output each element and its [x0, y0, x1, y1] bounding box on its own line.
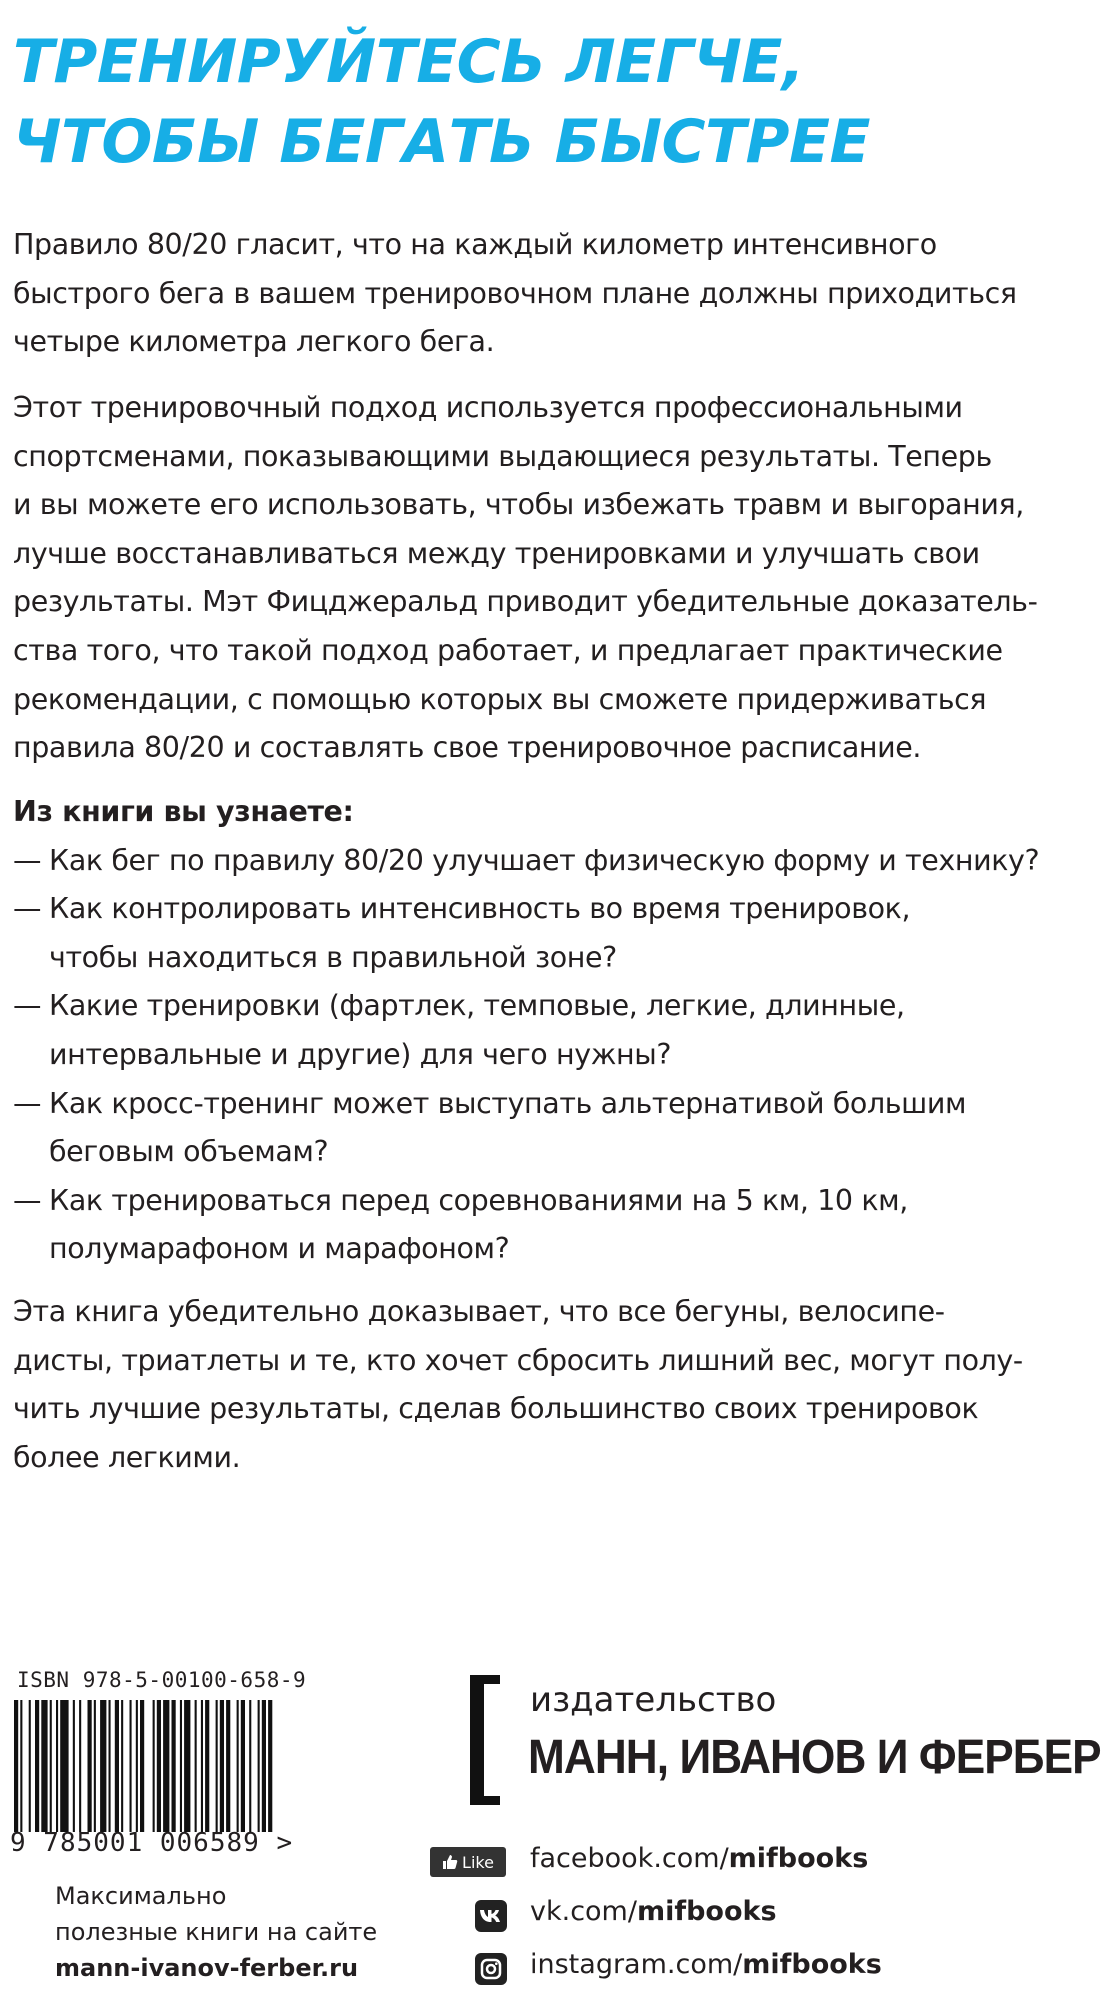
instagram-link[interactable] — [430, 1949, 1090, 1989]
list-item-text: Какие тренировки (фартлек, темповые, легкие, длинные, — [49, 989, 905, 1023]
isbn-label: ISBN 978-5-00100-658-9 — [17, 1668, 307, 1692]
text-line: и вы можете его использовать, чтобы избежать травм и выгорания, — [13, 488, 1024, 522]
text-line: Этот тренировочный подход используется профессиональными — [13, 391, 963, 424]
instagram-icon — [475, 1953, 507, 1985]
list-item — [13, 1080, 1093, 1177]
list-dash: — — [13, 989, 42, 1023]
learn-heading: Из книги вы узнаете: — [13, 795, 354, 828]
publisher-bracket-logo — [470, 1675, 500, 1805]
text-line: результаты. Мэт Фицджеральд приводит убедительные доказатель- — [13, 585, 1038, 619]
list-item — [13, 982, 1093, 1079]
title-line-1: ТРЕНИРУЙТЕСЬ ЛЕГЧЕ, — [13, 27, 805, 97]
text-line: спортсменами, показывающими выдающиеся результаты. Теперь — [13, 439, 992, 473]
vk-icon — [475, 1900, 507, 1932]
thumbs-up-icon — [442, 1854, 458, 1870]
text-line: Эта книга убедительно доказывает, что все бегуны, велосипе- — [13, 1295, 945, 1328]
promo-line: полезные книги на сайте — [55, 1918, 378, 1946]
list-item-text: Как бег по правилу 80/20 улучшает физическую форму и технику? — [49, 843, 1040, 877]
text-line: правила 80/20 и составлять свое тренировочное расписание. — [13, 731, 922, 765]
vk-url: vk.com/mifbooks — [530, 1896, 777, 1927]
description-paragraph — [13, 384, 1093, 773]
list-dash: — — [13, 892, 42, 926]
intro-paragraph — [13, 221, 1093, 367]
text-line: Правило 80/20 гласит, что на каждый километр интенсивного — [13, 228, 937, 261]
instagram-url: instagram.com/mifbooks — [530, 1949, 882, 1980]
book-title — [13, 22, 1093, 182]
list-item-text: беговым объемам? — [49, 1135, 329, 1169]
text-line: ства того, что такой подход работает, и предлагает практические — [13, 633, 1003, 667]
text-line: быстрого бега в вашем тренировочном плане должны приходиться — [13, 276, 1017, 310]
text-line: чить лучшие результаты, сделав большинство своих тренировок — [13, 1392, 979, 1426]
text-line: четыре километра легкого бега. — [13, 325, 495, 359]
title-line-2: ЧТОБЫ БЕГАТЬ БЫСТРЕЕ — [13, 107, 870, 177]
facebook-link[interactable] — [430, 1843, 1090, 1883]
list-dash: — — [13, 1086, 42, 1120]
list-item-text: полумарафоном и марафоном? — [49, 1232, 510, 1266]
list-item-text: чтобы находиться в правильной зоне? — [49, 940, 617, 974]
barcode — [14, 1700, 324, 1832]
promo-text — [55, 1878, 435, 1986]
list-item-text: Как контролировать интенсивность во время тренировок, — [49, 892, 911, 926]
promo-line: Максимально — [55, 1882, 227, 1910]
facebook-url: facebook.com/mifbooks — [530, 1843, 869, 1874]
text-line: более легкими. — [13, 1440, 241, 1474]
closing-paragraph — [13, 1288, 1093, 1482]
text-line: дисты, триатлеты и те, кто хочет сбросить лишний вес, могут полу- — [13, 1343, 1023, 1377]
vk-link[interactable] — [430, 1896, 1090, 1936]
list-item-text: Как кросс-тренинг может выступать альтернативой большим — [49, 1086, 967, 1120]
list-item-text: Как тренироваться перед соревнованиями на 5 км, 10 км, — [49, 1183, 908, 1217]
list-item — [13, 885, 1093, 982]
list-item — [13, 1177, 1093, 1274]
website-link[interactable]: mann-ivanov-ferber.ru — [55, 1954, 359, 1982]
text-line: рекомендации, с помощью которых вы сможете придерживаться — [13, 682, 987, 716]
barcode-digits: 9 785001 006589 > — [10, 1828, 294, 1858]
text-line: лучше восстанавливаться между тренировками и улучшать свои — [13, 536, 980, 570]
list-dash: — — [13, 1183, 42, 1217]
list-item-text: интервальные и другие) для чего нужны? — [49, 1037, 672, 1071]
learn-list — [13, 788, 1093, 1274]
like-label: Like — [462, 1852, 494, 1872]
publisher-label: издательство — [530, 1680, 777, 1720]
facebook-like-icon — [430, 1847, 506, 1877]
list-item — [13, 837, 1093, 886]
list-dash: — — [13, 843, 42, 877]
publisher-name: МАНН, ИВАНОВ И ФЕРБЕР — [528, 1731, 1101, 1784]
